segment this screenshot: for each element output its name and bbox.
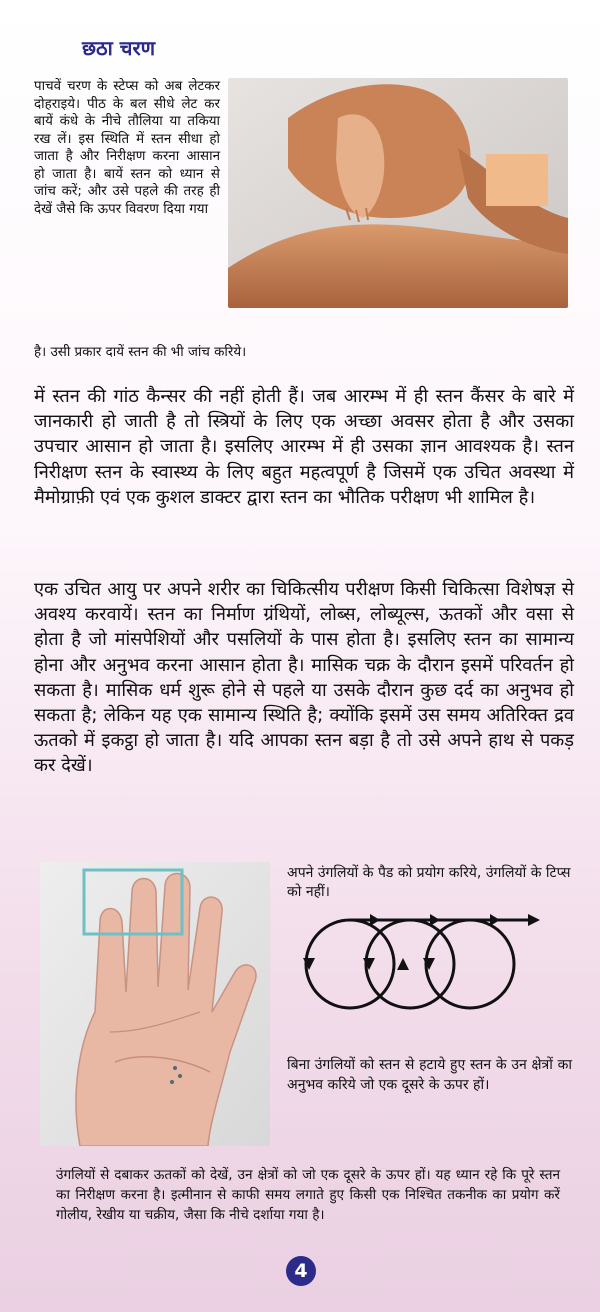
lying-exam-photo xyxy=(228,78,568,308)
paragraph-1: में स्तन की गांठ कैन्सर की नहीं होती हैं। जब आरम्भ में ही स्तन कैंसर के बारे में जानकारी हो जाती है तो स्त्रियों के लिए एक अच्छा अवसर होता है और उसका उपचार आसान हो जाता है। इसलिए आरम्भ में ही उसका ज्ञान आवश्यक है। स्तन निरीक्षण स्तन के स्वास्थ्य के लिए बहुत महत्वपूर्ण है जिसमें एक उचित अवस्था में मैमोग्राफ़ी एवं एक कुशल डाक्टर द्वारा स्तन का भौतिक परीक्षण भी शामिल है। xyxy=(34,386,574,508)
circular-motion-diagram xyxy=(300,912,540,1012)
paragraph-2: एक उचित आयु पर अपने शरीर का चिकित्सीय परीक्षण किसी चिकित्सा विशेषज्ञ से अवश्य करवायें। स्तन का निर्माण ग्रंथियों, लोब्स, लोब्यूल्स, ऊतकों और वसा से होता है जो मांसपेशियों और पसलियों के पास होता है। इसलिए स्तन का सामान्य होना और अनुभव करना आसान होता है। मासिक चक्र के दौरान इसमें परिवर्तन हो सकता है। मासिक धर्म शुरू होने से पहले या उसके दौरान कुछ दर्द का अनुभव हो सकता है; लेकिन यह एक सामान्य स्थिति है; क्योंकि इसमें उस समय अतिरिक्त द्रव ऊतको में इकट्ठा हो जाता है। यदि आपका स्तन बड़ा है तो उसे अपने हाथ से पकड़ कर देखें। xyxy=(34,579,574,777)
closing-text: उंगलियों से दबाकर ऊतकों को देखें, उन क्षेत्रों को जो एक दूसरे के ऊपर हों। यह ध्यान रहे कि पूरे स्तन का निरीक्षण करना है। इत्मीनान से काफी समय लगाते हुए किसी एक निश्चित तकनीक का प्रयोग करें गोलीय, रेखीय या चक्रीय, जैसा कि नीचे दर्शाया गया है। xyxy=(56,1167,560,1223)
intro-text: पाचवें चरण के स्टेप्स को अब लेटकर दोहराइये। पीठ के बल सीधे लेट कर बायें कंधे के नीचे तौलिया या तकिया रख लें। इस स्थिति में स्तन सीधा हो जाता है और निरीक्षण करना आसान हो जाता है। बायें स्तन को ध्यान से जांच करें; और उसे पहले की तरह ही देखें जैसे कि ऊपर विवरण दिया गया xyxy=(34,79,220,217)
hand-fingerpads-photo xyxy=(40,862,270,1146)
page-number-badge: 4 xyxy=(286,1256,316,1286)
intro-text-tail: है। उसी प्रकार दायें स्तन की भी जांच करिये। xyxy=(34,345,247,360)
fingerpads-tip: अपने उंगलियों के पैड को प्रयोग करिये, उंगलियों के टिप्स को नहीं। xyxy=(287,865,571,900)
overlap-tip: बिना उंगलियों को स्तन से हटाये हुए स्तन के उन क्षेत्रों का अनुभव करिये जो एक दूसरे के ऊपर हों। xyxy=(287,1057,572,1093)
section-title: छठा चरण xyxy=(82,36,156,60)
